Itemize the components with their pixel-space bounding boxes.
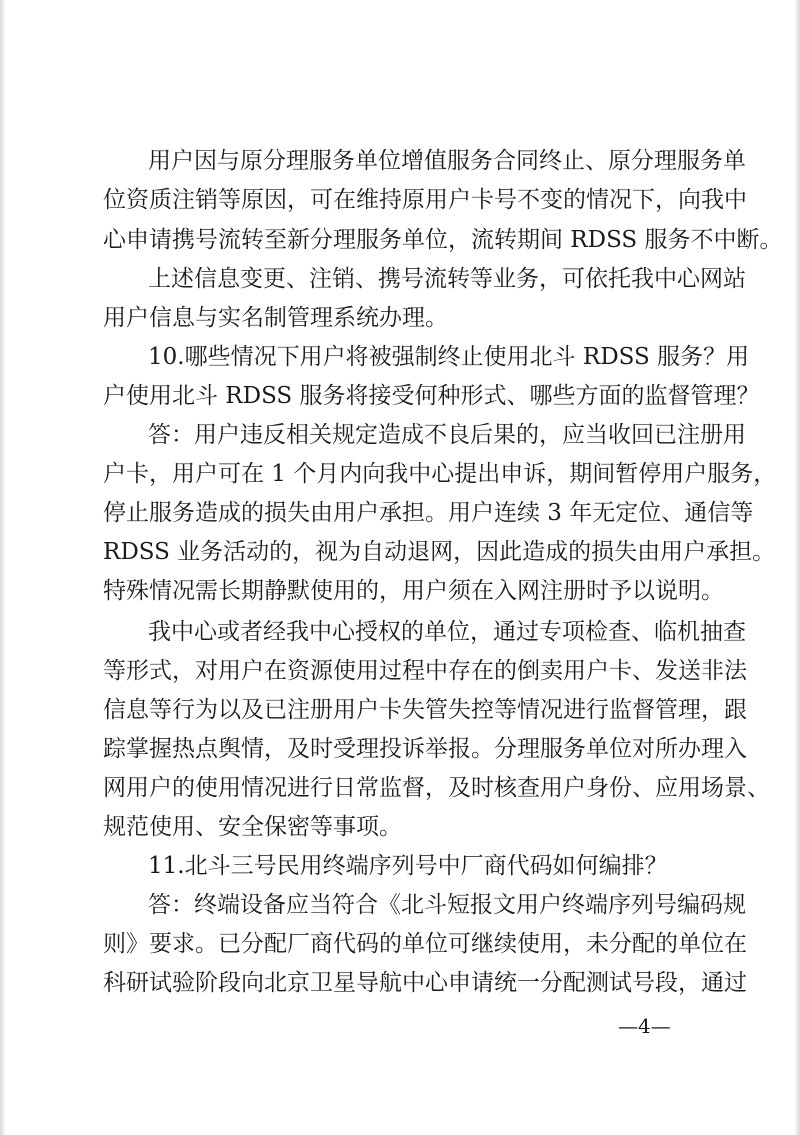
answer-line: 停止服务造成的损失由用户承担。用户连续 3 年无定位、通信等 — [103, 500, 754, 526]
answer-line: 户卡，用户可在 1 个月内向我中心提出申诉，期间暂停用户服务， — [103, 461, 777, 487]
question-line: 11.北斗三号民用终端序列号中厂商代码如何编排？ — [148, 853, 668, 879]
question-line: 户使用北斗 RDSS 服务将接受何种形式、哪些方面的监督管理？ — [103, 383, 760, 409]
answer-line: 则》要求。已分配厂商代码的单位可继续使用，未分配的单位在 — [103, 931, 747, 957]
scan-edge-left — [0, 0, 6, 1135]
text-line: 用户信息与实名制管理系统办理。 — [103, 305, 448, 331]
text-line: 心申请携号流转至新分理服务单位，流转期间 RDSS 服务不中断。 — [103, 227, 783, 253]
text-line: 位资质注销等原因，可在维持原用户卡号不变的情况下，向我中 — [103, 187, 747, 213]
text-line: 网用户的使用情况进行日常监督，及时核查用户身份、应用场景、 — [103, 775, 770, 801]
scan-edge-right — [794, 0, 800, 1135]
text-line: 等形式，对用户在资源使用过程中存在的倒卖用户卡、发送非法 — [103, 658, 747, 684]
question-line: 10.哪些情况下用户将被强制终止使用北斗 RDSS 服务？用 — [148, 344, 750, 370]
text-line: 上述信息变更、注销、携号流转等业务，可依托我中心网站 — [148, 266, 746, 292]
answer-line: 答：终端设备应当符合《北斗短报文用户终端序列号编码规 — [148, 892, 746, 918]
text-line: 我中心或者经我中心授权的单位，通过专项检查、临机抽查 — [148, 619, 746, 645]
page-number: —4— — [618, 1014, 671, 1038]
text-line: 规范使用、安全保密等事项。 — [103, 814, 402, 840]
text-line: 踪掌握热点舆情，及时受理投诉举报。分理服务单位对所办理入 — [103, 736, 747, 762]
answer-line: 科研试验阶段向北京卫星导航中心申请统一分配测试号段，通过 — [103, 970, 747, 996]
answer-line: 答：用户违反相关规定造成不良后果的，应当收回已注册用 — [148, 422, 746, 448]
answer-line: RDSS 业务活动的，视为自动退网，因此造成的损失由用户承担。 — [103, 539, 776, 565]
answer-line: 特殊情况需长期静默使用的，用户须在入网注册时予以说明。 — [103, 578, 724, 604]
text-line: 信息等行为以及已注册用户卡失管失控等情况进行监督管理，跟 — [103, 697, 747, 723]
text-line: 用户因与原分理服务单位增值服务合同终止、原分理服务单 — [148, 148, 746, 174]
